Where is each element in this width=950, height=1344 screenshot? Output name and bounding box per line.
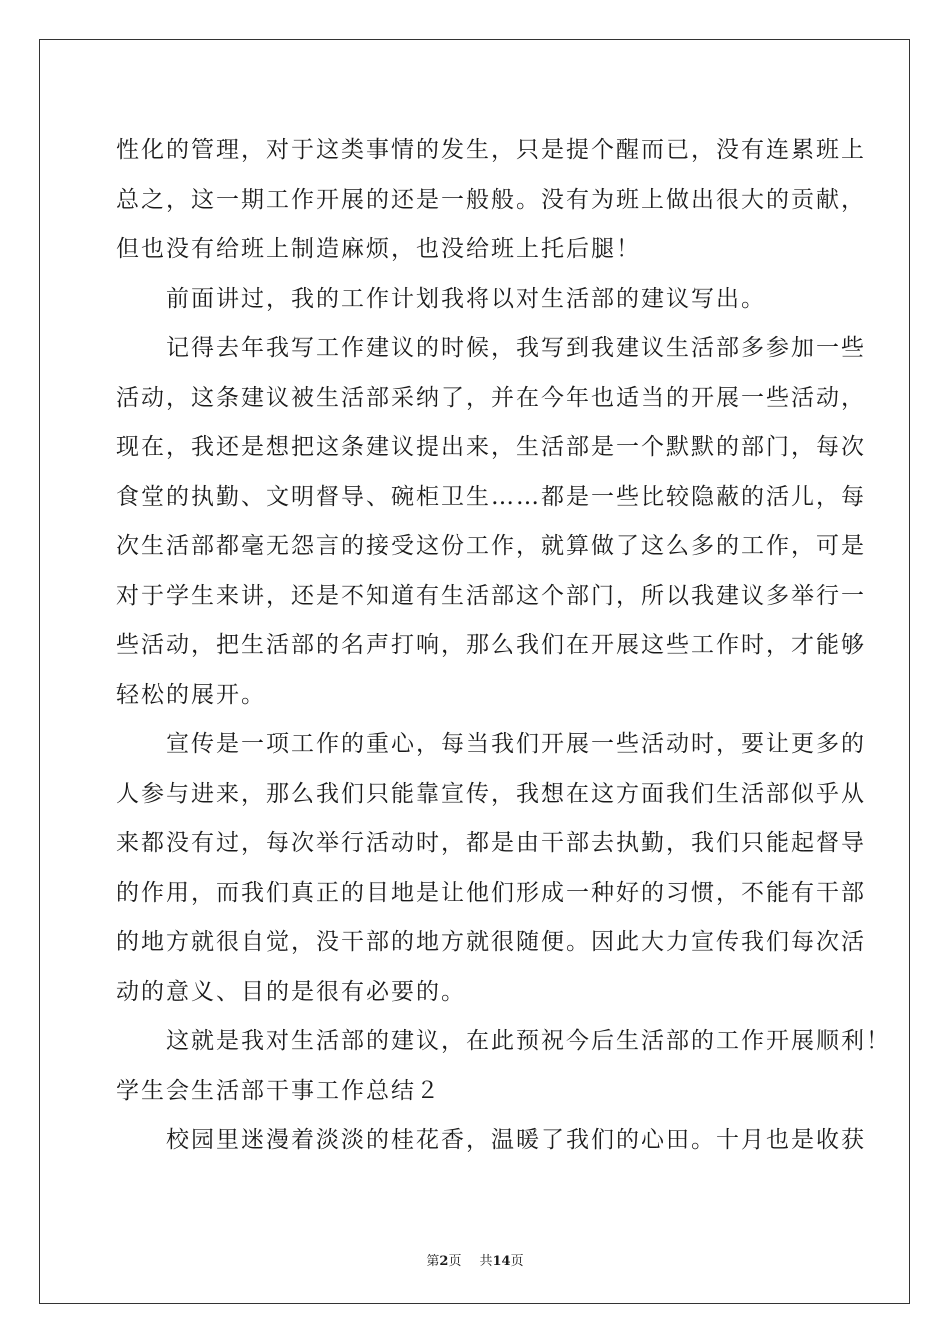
text-line: 前面讲过，我的工作计划我将以对生活部的建议写出。 — [116, 285, 766, 312]
text-line: 动的意义、目的是很有必要的。 — [116, 978, 466, 1005]
total-unit: 页 — [510, 1254, 524, 1269]
text-line: 现在，我还是想把这条建议提出来，生活部是一个默默的部门，每次 — [116, 434, 866, 460]
page-unit: 页 — [448, 1254, 462, 1269]
section-heading: 学生会生活部干事工作总结２ — [116, 1077, 441, 1104]
page-total: 14 — [492, 1254, 511, 1269]
page-prefix: 第 — [426, 1254, 440, 1269]
text-line: 总之，这一期工作开展的还是一般般。没有为班上做出很大的贡献， — [116, 186, 866, 213]
text-line: 来都没有过，每次举行活动时，都是由干部去执勤，我们只能起督导 — [116, 830, 866, 856]
text-line: 校园里迷漫着淡淡的桂花香，温暖了我们的心田。十月也是收获 — [116, 1127, 866, 1153]
text-line: 的地方就很自觉，没干部的地方就很随便。因此大力宣传我们每次活 — [116, 929, 866, 955]
page-footer — [0, 1250, 950, 1269]
total-prefix: 共 — [479, 1254, 493, 1269]
text-line: 对于学生来讲，还是不知道有生活部这个部门，所以我建议多举行一 — [116, 582, 866, 609]
text-line: 但也没有给班上制造麻烦，也没给班上托后腿！ — [116, 236, 641, 262]
text-line: 性化的管理，对于这类事情的发生，只是提个醒而已，没有连累班上 — [116, 137, 866, 163]
text-line: 的作用，而我们真正的目地是让他们形成一种好的习惯，不能有干部 — [116, 879, 866, 906]
text-line: 食堂的执勤、文明督导、碗柜卫生……都是一些比较隐蔽的活儿，每 — [116, 483, 866, 510]
text-line: 人参与进来，那么我们只能靠宣传，我想在这方面我们生活部似乎从 — [116, 780, 866, 807]
text-line: 些活动，把生活部的名声打响，那么我们在开展这些工作时，才能够 — [116, 632, 866, 658]
text-line: 活动，这条建议被生活部采纳了，并在今年也适当的开展一些活动， — [116, 384, 866, 411]
text-line: 这就是我对生活部的建议，在此预祝今后生活部的工作开展顺利！ — [116, 1028, 891, 1054]
document-body — [116, 126, 891, 1166]
page-current: 2 — [439, 1254, 449, 1269]
text-line: 次生活部都毫无怨言的接受这份工作，就算做了这么多的工作，可是 — [116, 533, 866, 559]
text-line: 轻松的展开。 — [116, 681, 266, 708]
text-line: 宣传是一项工作的重心，每当我们开展一些活动时，要让更多的 — [116, 731, 866, 757]
text-line: 记得去年我写工作建议的时候，我写到我建议生活部多参加一些 — [116, 335, 866, 361]
